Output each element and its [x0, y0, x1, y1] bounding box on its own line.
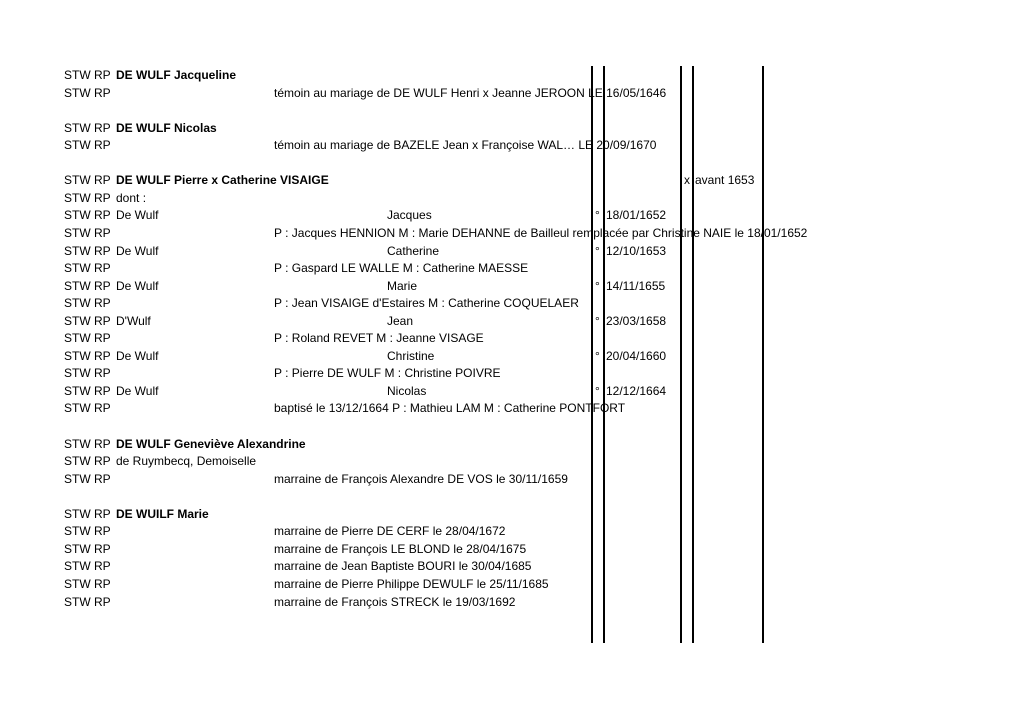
stw-cell: STW: [64, 243, 91, 258]
rp-cell: RP: [94, 559, 111, 574]
record-row: [0, 383, 1024, 400]
record-row: [0, 453, 1024, 470]
rp-cell: RP: [94, 594, 111, 609]
rp-cell: RP: [94, 296, 111, 311]
stw-cell: STW: [64, 506, 91, 521]
stw-cell: STW: [64, 173, 91, 188]
record-row: [0, 260, 1024, 277]
stw-cell: STW: [64, 594, 91, 609]
record-row: [0, 400, 1024, 417]
rp-cell: RP: [94, 313, 111, 328]
record-row: [0, 436, 1024, 453]
record-row: [0, 67, 1024, 84]
rp-cell: RP: [94, 243, 111, 258]
record-row: [0, 541, 1024, 558]
name-cell: De Wulf: [116, 348, 159, 363]
birth-date: 12/12/1664: [606, 383, 667, 398]
birth-date: 14/11/1655: [606, 278, 666, 293]
first-name-cell: Jean: [387, 313, 414, 328]
rp-cell: RP: [94, 524, 111, 539]
stw-cell: STW: [64, 226, 91, 240]
birth-symbol: °: [595, 243, 600, 258]
stw-cell: STW: [64, 436, 91, 451]
birth-symbol: °: [595, 278, 600, 293]
stw-cell: STW: [64, 401, 91, 416]
record-row: [0, 365, 1024, 382]
detail-text: marraine de Pierre Philippe DEWULF le 25/11/1685: [274, 577, 549, 591]
stw-cell: STW: [64, 138, 91, 153]
stw-cell: STW: [64, 261, 91, 276]
name-cell: DE WULF Geneviève Alexandrine: [116, 436, 306, 451]
record-row: [0, 295, 1024, 312]
rp-cell: RP: [94, 173, 111, 188]
record-row: [0, 471, 1024, 488]
detail-text: baptisé le 13/12/1664 P : Mathieu LAM M : Catherine PONTFORT: [274, 401, 626, 416]
detail-text: témoin au mariage de BAZELE Jean x Françoise WAL… LE 20/09/1670: [274, 138, 657, 153]
stw-cell: STW: [64, 208, 91, 223]
rp-cell: RP: [94, 85, 111, 100]
marriage-symbol: x: [684, 173, 690, 188]
record-row: [0, 278, 1024, 295]
stw-cell: STW: [64, 541, 91, 556]
detail-text: témoin au mariage de DE WULF Henri x Jeanne JEROON LE 16/05/1646: [274, 85, 667, 100]
birth-symbol: °: [595, 208, 600, 223]
first-name-cell: Marie: [387, 278, 418, 293]
record-row: [0, 137, 1024, 154]
first-name-cell: Catherine: [387, 243, 440, 258]
record-row: [0, 506, 1024, 523]
record-row: [0, 85, 1024, 102]
birth-symbol: °: [595, 383, 600, 398]
rp-cell: RP: [94, 348, 111, 363]
record-row: [0, 190, 1024, 207]
stw-cell: STW: [64, 85, 91, 100]
detail-text: P : Pierre DE WULF M : Christine POIVRE: [274, 366, 501, 381]
birth-date: 18/01/1652: [606, 208, 667, 223]
record-row: [0, 523, 1024, 540]
stw-cell: STW: [64, 190, 91, 205]
detail-text: marraine de Pierre DE CERF le 28/04/1672: [274, 524, 506, 539]
rp-cell: RP: [94, 577, 111, 591]
rp-cell: RP: [94, 541, 111, 556]
stw-cell: STW: [64, 524, 91, 539]
record-row: [0, 348, 1024, 365]
name-cell: De Wulf: [116, 278, 159, 293]
rp-cell: RP: [94, 436, 111, 451]
record-row: [0, 225, 1024, 242]
detail-text: P : Roland REVET M : Jeanne VISAGE: [274, 331, 484, 346]
stw-cell: STW: [64, 366, 91, 381]
birth-date: 23/03/1658: [606, 313, 667, 328]
record-row: [0, 594, 1024, 611]
stw-cell: STW: [64, 278, 91, 293]
rp-cell: RP: [94, 261, 111, 276]
rp-cell: RP: [94, 190, 111, 205]
rp-cell: RP: [94, 120, 111, 135]
name-cell: De Wulf: [116, 243, 159, 258]
stw-cell: STW: [64, 454, 91, 469]
rp-cell: RP: [94, 471, 111, 486]
record-row: [0, 313, 1024, 330]
record-row: [0, 576, 1024, 593]
rp-cell: RP: [94, 278, 111, 293]
stw-cell: STW: [64, 559, 91, 574]
name-cell: dont :: [116, 190, 147, 205]
birth-symbol: °: [595, 348, 600, 363]
name-cell: DE WULF Nicolas: [116, 120, 217, 135]
record-row: [0, 330, 1024, 347]
rp-cell: RP: [94, 68, 111, 82]
record-row: [0, 120, 1024, 137]
stw-cell: STW: [64, 296, 91, 311]
detail-text: P : Jacques HENNION M : Marie DEHANNE de Bailleul remplacée par Christine NAIE le 18/01/1652: [274, 226, 808, 240]
stw-cell: STW: [64, 383, 91, 398]
record-row: [0, 207, 1024, 224]
stw-cell: STW: [64, 471, 91, 486]
rp-cell: RP: [94, 226, 111, 240]
birth-date: 12/10/1653: [606, 243, 667, 258]
first-name-cell: Jacques: [387, 208, 432, 223]
marriage-date: avant 1653: [695, 173, 755, 188]
name-cell: DE WULF Jacqueline: [116, 68, 237, 82]
rp-cell: RP: [94, 506, 111, 521]
stw-cell: STW: [64, 68, 91, 82]
record-row: [0, 558, 1024, 575]
rp-cell: RP: [94, 366, 111, 381]
name-cell: DE WUILF Marie: [116, 506, 209, 521]
record-row: [0, 172, 1024, 189]
detail-text: marraine de François Alexandre DE VOS le 30/11/1659: [274, 471, 568, 486]
first-name-cell: Christine: [387, 348, 435, 363]
detail-text: P : Gaspard LE WALLE M : Catherine MAESSE: [274, 261, 529, 276]
detail-text: marraine de François LE BLOND le 28/04/1675: [274, 541, 527, 556]
name-cell: de Ruymbecq, Demoiselle: [116, 454, 257, 469]
name-cell: De Wulf: [116, 383, 159, 398]
stw-cell: STW: [64, 331, 91, 346]
first-name-cell: Nicolas: [387, 383, 427, 398]
stw-cell: STW: [64, 120, 91, 135]
rp-cell: RP: [94, 383, 111, 398]
name-cell: De Wulf: [116, 208, 159, 223]
rp-cell: RP: [94, 454, 111, 469]
rp-cell: RP: [94, 138, 111, 153]
stw-cell: STW: [64, 577, 91, 591]
rp-cell: RP: [94, 331, 111, 346]
detail-text: P : Jean VISAIGE d'Estaires M : Catherine COQUELAER: [274, 296, 579, 311]
birth-symbol: °: [595, 313, 600, 328]
name-cell: DE WULF Pierre x Catherine VISAIGE: [116, 173, 329, 188]
name-cell: D'Wulf: [116, 313, 151, 328]
stw-cell: STW: [64, 313, 91, 328]
rp-cell: RP: [94, 208, 111, 223]
detail-text: marraine de Jean Baptiste BOURI le 30/04/1685: [274, 559, 532, 574]
stw-cell: STW: [64, 348, 91, 363]
rp-cell: RP: [94, 401, 111, 416]
record-row: [0, 243, 1024, 260]
birth-date: 20/04/1660: [606, 348, 667, 363]
detail-text: marraine de François STRECK le 19/03/1692: [274, 594, 516, 609]
